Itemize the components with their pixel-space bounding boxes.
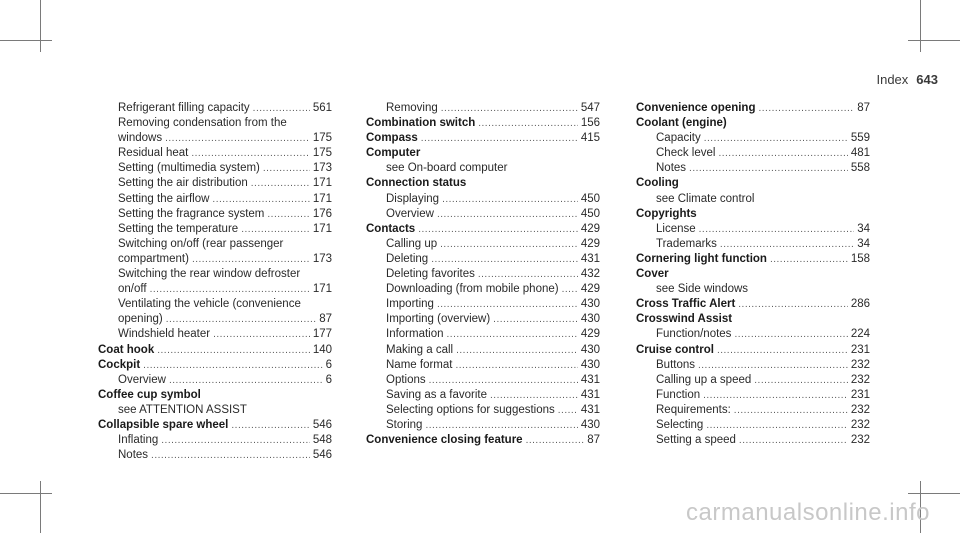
index-entry[interactable]: Deleting favorites ..... 432: [366, 267, 600, 282]
index-entry[interactable]: Trademarks ..... 34: [636, 237, 870, 252]
index-entry[interactable]: Selecting ..... 232: [636, 418, 870, 433]
index-entry[interactable]: Check level ..... 481: [636, 146, 870, 161]
index-heading-entry[interactable]: Compass ..... 415: [366, 131, 600, 146]
index-entry-line: Switching the rear window defroster: [118, 268, 301, 281]
index-entry-line: Switching on/off (rear passenger: [118, 237, 284, 250]
index-entry[interactable]: Calling up ..... 429: [366, 237, 600, 252]
see-reference[interactable]: see Climate control: [656, 192, 755, 205]
index-heading: Cover: [636, 268, 669, 281]
watermark: carmanualsonline.info: [686, 499, 930, 526]
index-column-3: [636, 101, 870, 448]
index-entry[interactable]: on/off ..... 171: [98, 282, 332, 297]
index-entry[interactable]: Name format ..... 430: [366, 358, 600, 373]
index-heading-entry[interactable]: Contacts ..... 429: [366, 222, 600, 237]
index-entry[interactable]: Setting the air distribution ..... 171: [98, 176, 332, 191]
index-heading: Coffee cup symbol: [98, 388, 201, 401]
index-entry[interactable]: Notes ..... 558: [636, 161, 870, 176]
index-heading: Cooling: [636, 177, 679, 190]
page-header: [876, 72, 938, 87]
index-entry[interactable]: Selecting options for suggestions ..... 431: [366, 403, 600, 418]
index-entry[interactable]: Deleting ..... 431: [366, 252, 600, 267]
page-number: 643: [916, 72, 938, 87]
index-heading: Computer: [366, 147, 421, 160]
index-entry[interactable]: Saving as a favorite ..... 431: [366, 388, 600, 403]
index-entry[interactable]: Capacity ..... 559: [636, 131, 870, 146]
index-entry[interactable]: Inflating ..... 548: [98, 433, 332, 448]
index-entry[interactable]: Making a call ..... 430: [366, 343, 600, 358]
index-entry[interactable]: opening) ..... 87: [98, 312, 332, 327]
index-entry[interactable]: compartment) ..... 173: [98, 252, 332, 267]
crop-mark: [40, 0, 41, 52]
index-entry[interactable]: License ..... 34: [636, 222, 870, 237]
index-entry[interactable]: Residual heat ..... 175: [98, 146, 332, 161]
index-entry[interactable]: Refrigerant filling capacity ..... 561: [98, 101, 332, 116]
index-entry[interactable]: Windshield heater ..... 177: [98, 327, 332, 342]
index-entry[interactable]: Storing ..... 430: [366, 418, 600, 433]
index-heading-entry[interactable]: Cruise control ..... 231: [636, 343, 870, 358]
index-heading-entry[interactable]: Cross Traffic Alert ..... 286: [636, 297, 870, 312]
index-heading: Connection status: [366, 177, 467, 190]
index-heading-entry[interactable]: Cockpit ..... 6: [98, 358, 332, 373]
see-reference[interactable]: see On-board computer: [386, 162, 508, 175]
index-entry[interactable]: Setting the fragrance system ..... 176: [98, 207, 332, 222]
index-entry[interactable]: Removing ..... 547: [366, 101, 600, 116]
index-entry[interactable]: Importing (overview) ..... 430: [366, 312, 600, 327]
see-reference[interactable]: see ATTENTION ASSIST: [118, 403, 247, 416]
index-heading-entry[interactable]: Convenience closing feature ..... 87: [366, 433, 600, 448]
index-heading: Coolant (engine): [636, 117, 727, 130]
crop-mark: [920, 0, 921, 52]
crop-mark: [908, 493, 960, 494]
index-entry[interactable]: Requirements: ..... 232: [636, 403, 870, 418]
index-entry[interactable]: windows ..... 175: [98, 131, 332, 146]
index-column-1: [98, 101, 332, 463]
index-entry[interactable]: Setting the temperature ..... 171: [98, 222, 332, 237]
index-entry[interactable]: Importing ..... 430: [366, 297, 600, 312]
index-heading-entry[interactable]: Combination switch ..... 156: [366, 116, 600, 131]
index-entry[interactable]: Setting (multimedia system) ..... 173: [98, 161, 332, 176]
index-entry[interactable]: Overview ..... 6: [98, 373, 332, 388]
index-entry-line: Removing condensation from the: [118, 117, 287, 130]
crop-mark: [0, 40, 52, 41]
see-reference[interactable]: see Side windows: [656, 283, 749, 296]
index-entry[interactable]: Buttons ..... 232: [636, 358, 870, 373]
index-heading-entry[interactable]: Convenience opening ..... 87: [636, 101, 870, 116]
index-entry[interactable]: Overview ..... 450: [366, 207, 600, 222]
index-heading: Copyrights: [636, 207, 697, 220]
index-entry[interactable]: Function/notes ..... 224: [636, 327, 870, 342]
index-entry[interactable]: Notes ..... 546: [98, 448, 332, 463]
index-entry[interactable]: Information ..... 429: [366, 327, 600, 342]
index-heading: Crosswind Assist: [636, 313, 733, 326]
header-label: Index: [876, 72, 909, 87]
index-column-2: [366, 101, 600, 448]
crop-mark: [40, 481, 41, 533]
crop-mark: [0, 493, 52, 494]
index-entry[interactable]: Calling up a speed ..... 232: [636, 373, 870, 388]
index-entry[interactable]: Setting the airflow ..... 171: [98, 192, 332, 207]
index-entry[interactable]: Displaying ..... 450: [366, 192, 600, 207]
index-heading-entry[interactable]: Coat hook ..... 140: [98, 343, 332, 358]
index-heading-entry[interactable]: Collapsible spare wheel ..... 546: [98, 418, 332, 433]
index-entry[interactable]: Downloading (from mobile phone) ..... 429: [366, 282, 600, 297]
index-entry[interactable]: Setting a speed ..... 232: [636, 433, 870, 448]
crop-mark: [908, 40, 960, 41]
index-entry-line: Ventilating the vehicle (convenience: [118, 298, 301, 311]
index-entry[interactable]: Function ..... 231: [636, 388, 870, 403]
index-entry[interactable]: Options ..... 431: [366, 373, 600, 388]
index-heading-entry[interactable]: Cornering light function ..... 158: [636, 252, 870, 267]
